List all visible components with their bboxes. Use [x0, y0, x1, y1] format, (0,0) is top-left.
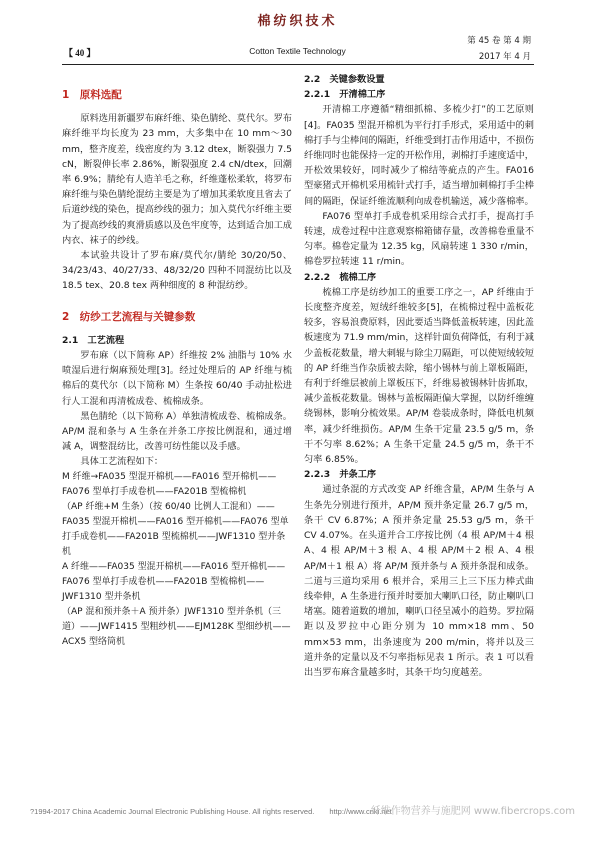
- volume-issue: 第 45 卷 第 4 期: [467, 36, 531, 46]
- process-flow-1: M 纤维→FA035 型混开棉机——FA016 型开棉机——FA076 型单打手成卷机——FA201B 型梳棉机: [62, 471, 277, 497]
- right-column: [304, 72, 534, 680]
- process-flow-2: （AP 纤维+M 生条）（按 60/40 比例人工混和）——FA035 型混开棉机——FA016 型开棉机——FA076 型单打手成卷机——FA201B 型梳棉机——JWF1310 型并条机: [62, 501, 289, 557]
- watermark: 纤维作物营养与施肥网 www.fibercrops.com: [370, 806, 575, 817]
- journal-title-cn: 棉纺织技术: [257, 14, 338, 29]
- section-2-2-1-paragraph-2: FA076 型单打手成卷机采用综合式打手，提高打手转速，成卷过程中注意观察棉箱储存量，改善棉卷重量不匀率。棉卷定量为 12.35 kg，风扇转速 1 330 r/min，棉卷罗拉转速 11 r/min。: [304, 210, 534, 268]
- section-2-2-1-paragraph-1: 开清棉工序遵循“精细抓棉、多梳少打”的工艺原则[4]。FA035 型混开棉机为平行打手形式，采用适中的刺棉打手与尘棒间的隔距，纤维受到打击作用适中，不损伤纤维同时也能保持一定的开松作用，剥棉打手速度适中，开松效果较好，同时减少了棉结等疵点的产生。FA016 型豪猪式开棉机采用梳针式打手，适当增加刺棉打手尘棒间的隔距，保证纤维流顺利向成卷机输送，减少落棉率。: [304, 104, 534, 207]
- section-2-2-3-title: 2.2.3 并条工序: [304, 469, 377, 481]
- section-1-title: 1 原料选配: [62, 89, 122, 101]
- issue-date: 2017 年 4 月: [478, 52, 531, 62]
- journal-title-en: Cotton Textile Technology: [249, 46, 346, 56]
- copyright-notice: ?1994-2017 China Academic Journal Electronic Publishing House. All rights reserved. http://www.cnki.net: [30, 807, 392, 816]
- section-2-1-paragraph-2: 黑色腈纶（以下简称 A）单独清梳成卷、梳棉成条。AP/M 混和条与 A 生条在并条工序按比例混和，通过增减 A，调整混纺比，改善可纺性能以及手感。: [62, 410, 292, 453]
- section-1-paragraph-1: 原料选用新疆罗布麻纤维、染色腈纶、莫代尔。罗布麻纤维平均长度为 23 mm，大多集中在 10 mm～30 mm，整齐度差，线密度约为 3.12 dtex，断裂强力 7.5 cN，断裂伸长率 2.86%，断裂强度 2.4 cN/dtex，回潮率 6.9%；腈纶有人造羊毛之称，纤维蓬松柔软，将罗布麻纤维与染色腈纶混纺主要是为了增加其柔软度且省去了后道纱线的染色，提高纱线的强力；加入莫代尔纤维主要为了提高纱线的爽滑质感以及色牢度等，达到适合加工成内衣、袜子的纱线。: [62, 113, 292, 246]
- section-2-1-title: 2.1 工艺流程: [62, 334, 125, 346]
- section-2-2-3-paragraph-1: 通过条混的方式改变 AP 纤维含量，AP/M 生条与 A 生条先分别进行预并，AP/M 预并条定量 26.7 g/5 m，条干 CV 6.87%；A 预并条定量 25.53 g/5 m，条干 CV 4.07%。在头道并合工序按比例（4 根 AP/M＋4 根 A、4 根 AP/M＋3 根 A、4 根 AP/M＋2 根 A、4 根 AP/M＋1 根 A）将 AP/M 预并条与 A 预并条混和成条。二道与三道均采用 6 根并合，采用三上三下压力棒式曲线牵伸，A 生条进行预并时要加大喇叭口径，防止喇叭口堵塞。随着道数的增加，喇叭口径呈减小的趋势。罗拉隔距以及罗拉中心距分别为 10 mm×18 mm、50 mm×53 mm，出条速度为 200 m/min，将并以及三道并条的定量以及不匀率指标见表 1 所示。表 1 可以看出当罗布麻含量越多时，其条干均匀度越差。: [304, 484, 534, 678]
- section-2-1-paragraph-1: 罗布麻（以下简称 AP）纤维按 2% 油脂与 10% 水喷湿后进行焖麻预处理[3]。经过处理后的 AP 纤维与梳棉后的莫代尔（以下简称 M）生条按 60/40 手动扯松进行人工混和再清梳成卷、梳棉成条。: [62, 350, 292, 407]
- header-rule: [62, 64, 534, 65]
- section-2-2-title: 2.2 关键参数设置: [304, 74, 385, 85]
- process-flow-3: A 纤维——FA035 型混开棉机——FA016 型开棉机——FA076 型单打手成卷机——FA201B 型梳棉机——JWF1310 型并条机: [62, 561, 286, 602]
- process-flow-4: （AP 混和预并条＋A 预并条）JWF1310 型并条机（三道）——JWF1415 型粗纱机——EJM128K 型细纱机——ACX5 型络筒机: [62, 606, 291, 647]
- left-column: [62, 72, 292, 650]
- page-number: 【 40 】: [64, 48, 96, 58]
- section-2-2-2-title: 2.2.2 梳棉工序: [304, 271, 377, 283]
- section-1-paragraph-2: 本试验共设计了罗布麻/莫代尔/腈纶 30/20/50、34/23/43、40/27/33、48/32/20 四种不同混纺比以及 18.5 tex、20.8 tex 两种细度的 8 种混纺纱。: [62, 250, 292, 292]
- page-footer: [0, 806, 595, 820]
- section-2-title: 2 纺纱工艺流程与关键参数: [62, 310, 196, 323]
- page-header: [0, 0, 595, 70]
- section-2-2-1-title: 2.2.1 开清棉工序: [304, 89, 386, 101]
- section-2-1-paragraph-3: 具体工艺流程如下：: [80, 456, 164, 468]
- section-2-2-2-paragraph-1: 梳棉工序是纺纱加工的重要工序之一，AP 纤维由于长度整齐度差，短绒纤维较多[5]，在梳棉过程中盖板花较多，容易浪费原料，因此要适当降低盖板转速，因此盖板速度为 71.9 mm/min，这样针面负荷降低，有利于减少盖板花数量，增大刺辊与除尘刀隔距，可以使短绒较短的 AP 纤维当作杂质被去除，缩小锡林与前上罩板隔距，有利于纤维层被前上罩板压下，纤维易被锡林针齿抓取，减少盖板花数量。锡林与盖板隔距偏大掌握，以防纤维缠绕锡林，影响分梳效果。AP/M 卷装成条时，降低电机频率，减少纤维损伤。AP/M 生条干定量 23.5 g/5 m，条干不匀率 8.62%；A 生条干定量 24.5 g/5 m，条干不匀率 6.85%。: [304, 286, 534, 466]
